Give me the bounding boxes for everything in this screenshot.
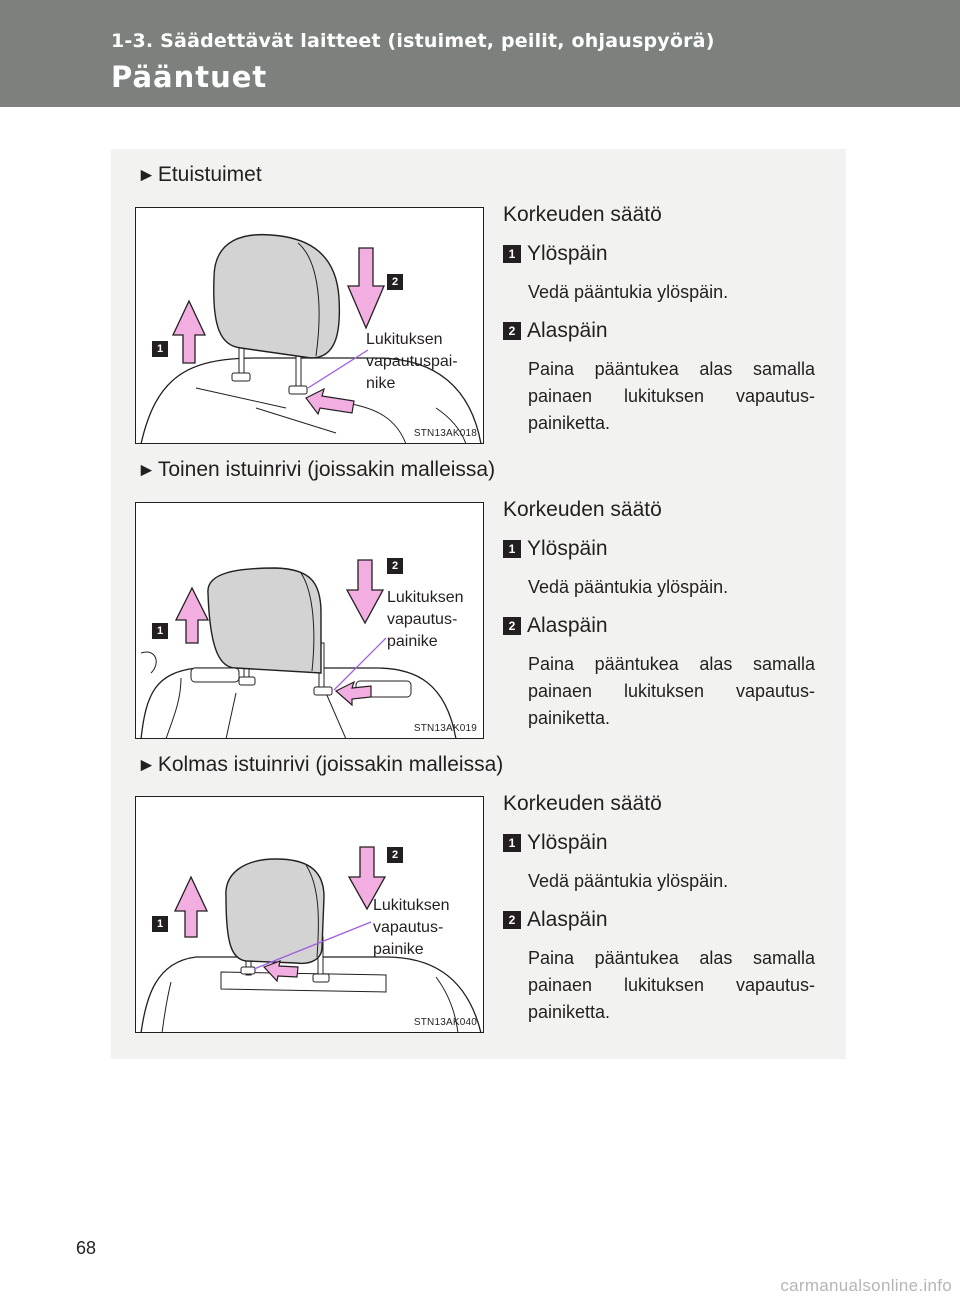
triangle-bullet-icon: ► bbox=[137, 165, 156, 186]
item-up-text: Vedä pääntukia ylöspäin. bbox=[528, 577, 729, 597]
figure-third-row-headrest bbox=[135, 796, 484, 1033]
front-headrest-illustration bbox=[136, 208, 484, 444]
number-box: 1 bbox=[503, 834, 521, 852]
text-column-second-row bbox=[503, 498, 815, 745]
release-button-label: Lukituksen vapautuspai- nike bbox=[366, 331, 458, 392]
item-down-text: Paina pääntukea alas samalla painaen lukituksen vapautus-painiketta. bbox=[528, 654, 815, 728]
item-down-text: Paina pääntukea alas samalla painaen lukituksen vapautus-painiketta. bbox=[528, 359, 815, 433]
number-box: 2 bbox=[503, 322, 521, 340]
figure-second-row-headrest bbox=[135, 502, 484, 739]
subhead-height-adjustment: Korkeuden säätö bbox=[503, 792, 662, 815]
item-down-text: Paina pääntukea alas samalla painaen lukituksen vapautus-painiketta. bbox=[528, 948, 815, 1022]
figure-code: STN13AK019 bbox=[413, 723, 477, 734]
item-down: 2 Alaspäin bbox=[503, 908, 815, 932]
figure-number-1: 1 bbox=[152, 623, 168, 639]
chapter-title: 1-3. Säädettävät laitteet (istuimet, peilit, ohjauspyörä) bbox=[111, 30, 715, 52]
figure-number-2: 2 bbox=[387, 847, 403, 863]
triangle-bullet-icon: ► bbox=[137, 460, 156, 481]
item-up: 1 Ylöspäin bbox=[503, 537, 815, 561]
subhead-height-adjustment: Korkeuden säätö bbox=[503, 498, 662, 521]
figure-number-2: 2 bbox=[387, 274, 403, 290]
page-number: 68 bbox=[76, 1238, 97, 1258]
item-up: 1 Ylöspäin bbox=[503, 242, 815, 266]
figure-code: STN13AK018 bbox=[413, 428, 477, 439]
triangle-bullet-icon: ► bbox=[137, 755, 156, 776]
number-box: 2 bbox=[503, 617, 521, 635]
number-box: 1 bbox=[503, 245, 521, 263]
text-column-front bbox=[503, 203, 815, 450]
item-up-text: Vedä pääntukia ylöspäin. bbox=[528, 871, 729, 891]
item-up-text: Vedä pääntukia ylöspäin. bbox=[528, 282, 729, 302]
number-box: 2 bbox=[503, 911, 521, 929]
release-button-label: Lukituksen vapautus- painike bbox=[387, 589, 464, 650]
text-column-third-row bbox=[503, 792, 815, 1039]
figure-number-1: 1 bbox=[152, 916, 168, 932]
watermark: carmanualsonline.info bbox=[780, 1276, 952, 1295]
subhead-height-adjustment: Korkeuden säätö bbox=[503, 203, 662, 226]
page-header bbox=[0, 0, 960, 107]
section-heading-second-row: ►Toinen istuinrivi (joissakin malleissa) bbox=[137, 458, 496, 481]
figure-code: STN13AK040 bbox=[413, 1017, 477, 1028]
number-box: 1 bbox=[503, 540, 521, 558]
section-heading-third-row: ►Kolmas istuinrivi (joissakin malleissa) bbox=[137, 753, 504, 776]
figure-number-2: 2 bbox=[387, 558, 403, 574]
item-up: 1 Ylöspäin bbox=[503, 831, 815, 855]
page-title: Pääntuet bbox=[111, 60, 268, 94]
figure-number-1: 1 bbox=[152, 341, 168, 357]
item-down: 2 Alaspäin bbox=[503, 614, 815, 638]
item-down: 2 Alaspäin bbox=[503, 319, 815, 343]
section-heading-front: ►Etuistuimet bbox=[137, 163, 262, 186]
figure-front-headrest bbox=[135, 207, 484, 444]
release-button-label: Lukituksen vapautus- painike bbox=[373, 897, 450, 958]
